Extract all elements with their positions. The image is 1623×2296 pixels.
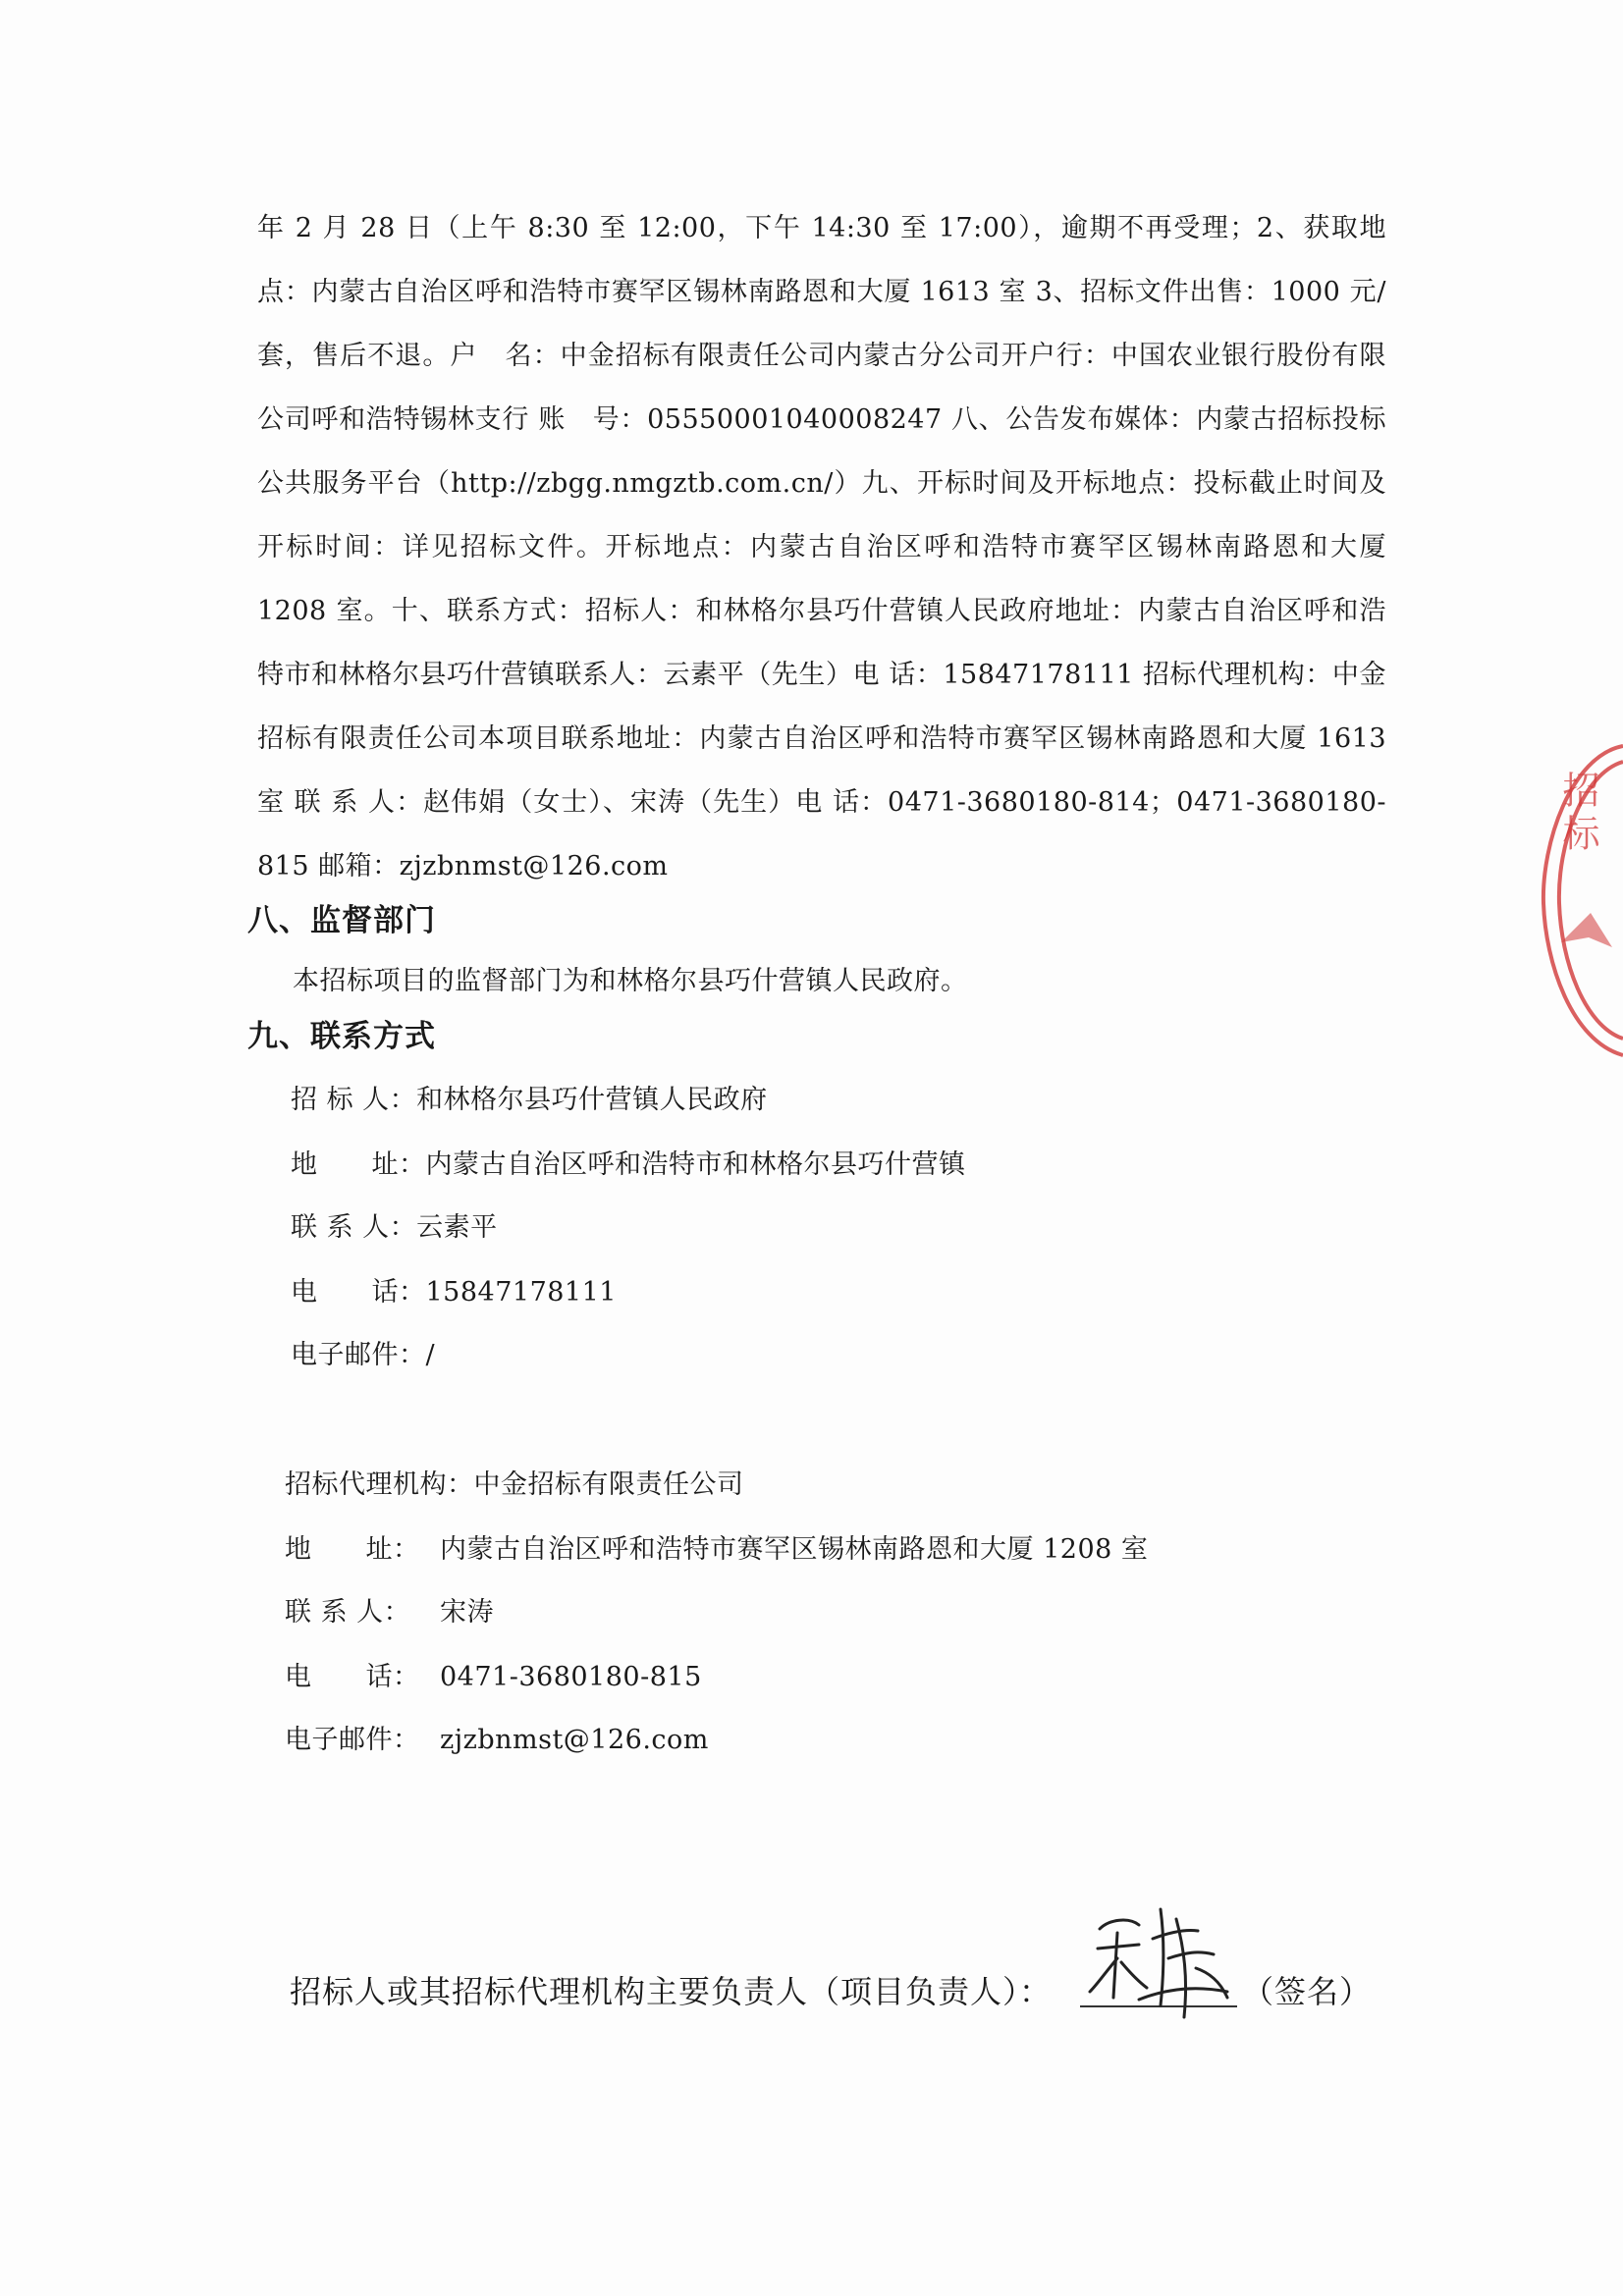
- intro-paragraph: 年 2 月 28 日（上午 8:30 至 12:00，下午 14:30 至 17:00），逾期不再受理；2、获取地点：内蒙古自治区呼和浩特市赛罕区锡林南路恩和大厦 1613 室 3、招标文件出售：1000 元/套，售后不退。户 名：中金招标有限责任公司内蒙古分公司开户行：中国农业银行股份有限公司呼和浩特锡林支行 账 号：05550001040008247 八、公告发布媒体：内蒙古招标投标公共服务平台（http://zbgg.nmgztb.com.cn/）九、开标时间及开标地点：投标截止时间及开标时间：详见招标文件。开标地点：内蒙古自治区呼和浩特市赛罕区锡林南路恩和大厦 1208 室。十、联系方式：招标人：和林格尔县巧什营镇人民政府地址：内蒙古自治区呼和浩特市和林格尔县巧什营镇联系人：云素平（先生）电 话：15847178111 招标代理机构：中金招标有限责任公司本项目联系地址：内蒙古自治区呼和浩特市赛罕区锡林南路恩和大厦 1613 室 联 系 人：赵伟娟（女士）、宋涛（先生）电 话：0471-3680180-814；0471-3680180-815 邮箱：zjzbnmst@126.com: [257, 213, 1386, 881]
- tenderer-phone-label: 电 话：: [291, 1277, 426, 1308]
- tenderer-address-label: 地 址：: [291, 1149, 426, 1180]
- tenderer-name-row: [291, 1078, 768, 1116]
- signature-prefix: 招标人或其招标代理机构主要负责人（项目负责人）：: [290, 1973, 1053, 2010]
- section9-title: 九、联系方式: [247, 1019, 436, 1054]
- seal-text: 招标: [1556, 771, 1599, 857]
- agency-email-row: [285, 1718, 709, 1756]
- tenderer-contact-row: [291, 1205, 498, 1244]
- tenderer-name-label: 招 标 人：: [291, 1085, 417, 1115]
- agency-address-row: [285, 1527, 1148, 1566]
- tenderer-email-value: /: [425, 1340, 436, 1370]
- tenderer-address-row: [291, 1143, 966, 1181]
- tenderer-contact-label: 联 系 人：: [291, 1212, 417, 1243]
- agency-phone-value: 0471-3680180-815: [440, 1662, 702, 1692]
- tenderer-phone-value: 15847178111: [425, 1277, 617, 1308]
- tenderer-contact-value: 云素平: [416, 1212, 498, 1243]
- agency-name-row: [285, 1463, 744, 1501]
- agency-phone-label: 电 话：: [285, 1662, 420, 1692]
- agency-name-label: 招标代理机构：: [285, 1469, 474, 1500]
- section8-title: 八、监督部门: [247, 903, 436, 938]
- agency-contact-value: 宋涛: [440, 1597, 494, 1628]
- handwritten-signature: [1070, 1890, 1247, 2037]
- tenderer-email-row: [291, 1333, 435, 1371]
- agency-phone-row: [285, 1655, 702, 1693]
- section8-body: 本招标项目的监督部门为和林格尔县巧什营镇人民政府。: [293, 966, 968, 996]
- agency-email-value: zjzbnmst@126.com: [440, 1725, 709, 1755]
- agency-address-value: 内蒙古自治区呼和浩特市赛罕区锡林南路恩和大厦 1208 室: [440, 1534, 1149, 1565]
- tenderer-email-label: 电子邮件：: [291, 1340, 426, 1370]
- tenderer-address-value: 内蒙古自治区呼和浩特市和林格尔县巧什营镇: [425, 1149, 966, 1180]
- tenderer-name-value: 和林格尔县巧什营镇人民政府: [416, 1085, 768, 1115]
- agency-contact-row: [285, 1590, 494, 1629]
- agency-address-label: 地 址：: [285, 1534, 420, 1565]
- agency-name-value: 中金招标有限责任公司: [473, 1469, 744, 1500]
- signature-suffix: （签名）: [1242, 1973, 1373, 2010]
- agency-contact-label: 联 系 人：: [285, 1597, 411, 1628]
- tenderer-phone-row: [291, 1270, 617, 1308]
- agency-email-label: 电子邮件：: [285, 1725, 420, 1755]
